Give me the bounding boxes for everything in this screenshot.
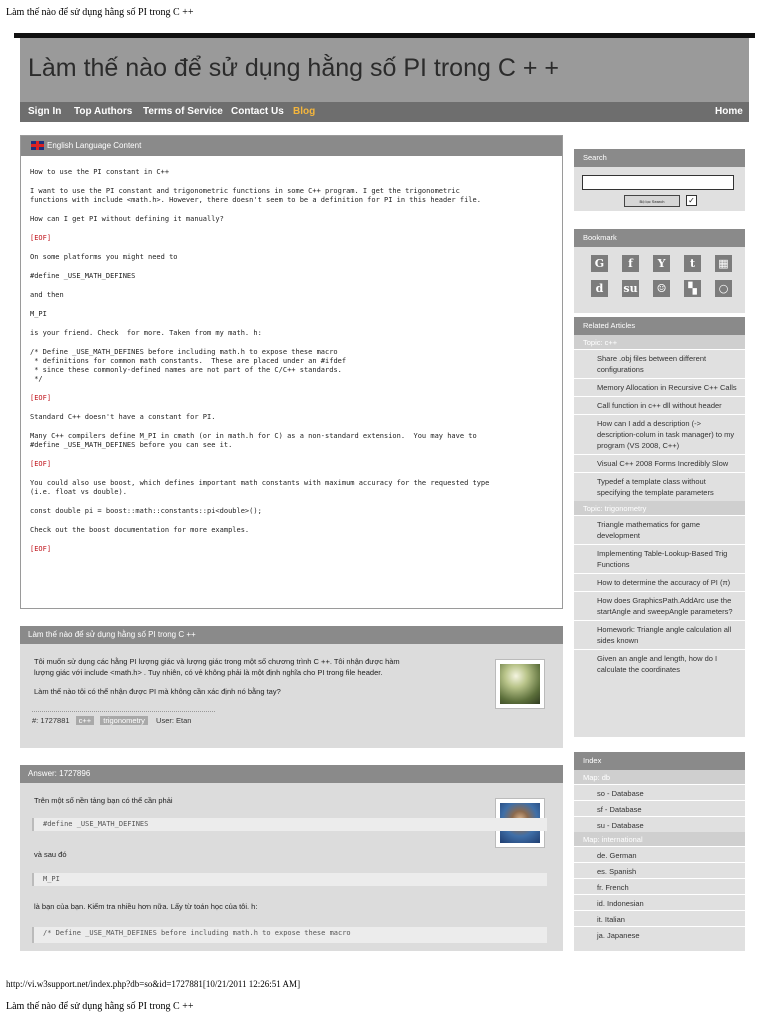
index-panel <box>574 770 745 951</box>
code-snippet: M_PI <box>32 873 547 886</box>
eof-marker: [EOF] <box>30 394 52 402</box>
tag-trigonometry[interactable]: trigonometry <box>100 716 148 725</box>
google-icon[interactable]: G <box>591 255 608 272</box>
print-footer-url: http://vi.w3support.net/index.php?db=so&id=1727881[10/21/2011 12:26:51 AM] <box>6 979 301 989</box>
answer-paragraph: On some platforms you might need to <box>30 253 178 261</box>
related-title: Related Articles <box>574 317 745 335</box>
answer-code: /* Define _USE_MATH_DEFINES before including math.h to expose these macro * definitions for common math constants. These are placed under an #ifdef * since these commonly-defined names are not part of the C/C++ standards. */ <box>30 348 347 383</box>
nav-top-authors[interactable]: Top Authors <box>74 106 133 117</box>
question-id: #: 1727881 <box>32 716 70 725</box>
answer-paragraph: You could also use boost, which defines important math constants with maximum accuracy for the requested type (i.e. float vs double). <box>30 479 490 496</box>
language-label: English Language Content <box>47 141 142 150</box>
related-link[interactable]: How to determine the accuracy of PI (π) <box>574 573 745 591</box>
search-title: Search <box>574 149 745 167</box>
print-footer-title: Làm thế nào để sử dụng hằng số PI trong C ++ <box>6 1001 194 1012</box>
site-title: Làm thế nào để sử dụng hằng số PI trong C + + <box>28 54 559 82</box>
search-panel <box>574 167 745 211</box>
question-box <box>20 135 563 609</box>
tag-cpp[interactable]: c++ <box>76 716 95 725</box>
index-link[interactable]: so - Database <box>574 784 745 800</box>
map-label: Map: db <box>583 773 611 782</box>
bookmark-title: Bookmark <box>574 229 745 247</box>
related-link[interactable]: How does GraphicsPath.AddArc use the startAngle and sweepAngle parameters? <box>574 591 745 620</box>
related-link[interactable]: Typedef a template class without specifying the template parameters <box>574 472 745 501</box>
topic-label: Topic: trigonometry <box>583 504 647 513</box>
question-summary-panel <box>20 626 563 748</box>
topic-heading <box>574 335 745 349</box>
nav-blog[interactable]: Blog <box>293 106 316 117</box>
related-link[interactable]: Visual C++ 2008 Forms Incredibly Slow <box>574 454 745 472</box>
index-link[interactable]: id. Indonesian <box>574 894 745 910</box>
stumbleupon-icon[interactable]: su <box>623 282 638 295</box>
nav-bar <box>20 102 749 122</box>
nav-sign-in[interactable]: Sign In <box>28 106 62 117</box>
map-heading <box>574 832 745 846</box>
user-avatar[interactable] <box>495 659 545 709</box>
summary-line: lượng giác với include <math.h> . Tuy nhiên, có vẻ không phải là một định nghĩa cho PI trong file header. <box>34 668 383 677</box>
site-header <box>20 38 749 102</box>
related-link[interactable]: Memory Allocation in Recursive C++ Calls <box>574 378 745 396</box>
answer-paragraph: #define _USE_MATH_DEFINES <box>30 272 136 280</box>
topic-label: Topic: c++ <box>583 338 618 347</box>
index-link[interactable]: fr. French <box>574 878 745 894</box>
facebook-icon[interactable]: f <box>622 255 639 272</box>
code-snippet: #define _USE_MATH_DEFINES <box>32 818 547 831</box>
delicious-icon[interactable]: ▦ <box>715 255 732 272</box>
answer-line: Trên một số nền tảng bạn có thể cần phải <box>34 796 173 805</box>
answer-line: là bạn của bạn. Kiểm tra nhiều hơn nữa. Lấy từ toán học của tôi. h: <box>34 902 258 911</box>
answer-paragraph: M_PI <box>30 310 47 318</box>
related-panel <box>574 335 745 737</box>
related-link[interactable]: Share .obj files between different configurations <box>574 349 745 378</box>
answer-paragraph: is your friend. Check for more. Taken from my math. h: <box>30 329 262 337</box>
related-link[interactable]: How can I add a description (-> description-colum in task manager) to my program (VS 2008, C++) <box>574 414 745 454</box>
index-link[interactable]: de. German <box>574 846 745 862</box>
summary-line: Tôi muốn sử dụng các hằng PI lượng giác và lượng giác trong một số chương trình C ++. Tôi nhận được hàm <box>34 657 400 666</box>
nav-contact[interactable]: Contact Us <box>231 106 284 117</box>
uk-flag-icon <box>31 141 44 150</box>
answer-paragraph: Standard C++ doesn't have a constant for PI. <box>30 413 216 421</box>
answer-paragraph: and then <box>30 291 64 299</box>
divider <box>32 711 215 712</box>
summary-title: Làm thế nào để sử dụng hằng số PI trong C ++ <box>20 626 563 644</box>
index-link[interactable]: su - Database <box>574 816 745 832</box>
live-icon[interactable]: ○ <box>715 280 732 297</box>
page <box>14 38 755 951</box>
avatar-image <box>500 664 540 704</box>
index-link[interactable]: ja. Japanese <box>574 926 745 942</box>
related-link[interactable]: Implementing Table-Lookup-Based Trig Functions <box>574 544 745 573</box>
eof-marker: [EOF] <box>30 460 52 468</box>
question-meta <box>32 716 191 725</box>
search-checkbox[interactable]: ✓ <box>686 195 697 206</box>
answer-panel <box>20 765 563 951</box>
bookmark-panel <box>574 247 745 313</box>
index-link[interactable]: es. Spanish <box>574 862 745 878</box>
digg-icon[interactable]: d <box>591 280 608 297</box>
related-link[interactable]: Homework: Triangle angle calculation all sides known <box>574 620 745 649</box>
code-snippet: /* Define _USE_MATH_DEFINES before including math.h to expose these macro <box>32 927 547 943</box>
search-input[interactable] <box>582 175 734 190</box>
question-body <box>21 156 562 554</box>
map-heading <box>574 770 745 784</box>
eof-marker: [EOF] <box>30 545 52 553</box>
question-paragraph: I want to use the PI constant and trigonometric functions in some C++ program. I get the trigonometric functions with include <math.h>. However, there doesn't seem to be a definition for PI in this header file. <box>30 187 481 204</box>
question-user: User: Etan <box>156 716 192 725</box>
related-link[interactable]: Call function in c++ dll without header <box>574 396 745 414</box>
question-paragraph: How to use the PI constant in C++ <box>30 168 170 176</box>
index-title: Index <box>574 752 745 770</box>
related-link[interactable]: Given an angle and length, how do I calculate the coordinates <box>574 649 745 678</box>
answer-title: Answer: 1727896 <box>20 765 563 783</box>
twitter-icon[interactable]: t <box>684 255 701 272</box>
question-paragraph: How can I get PI without defining it manually? <box>30 215 224 223</box>
print-header-title: Làm thế nào để sử dụng hằng số PI trong C ++ <box>6 7 194 18</box>
nav-home[interactable]: Home <box>715 106 743 117</box>
index-link[interactable]: it. Italian <box>574 910 745 926</box>
answer-line: và sau đó <box>34 850 67 859</box>
language-header <box>21 136 562 156</box>
search-button[interactable]: Bộ lọc Search <box>624 195 680 207</box>
answer-paragraph: Check out the boost documentation for more examples. <box>30 526 250 534</box>
yahoo-icon[interactable]: Y <box>653 255 670 272</box>
related-link[interactable]: Triangle mathematics for game development <box>574 515 745 544</box>
summary-line: Làm thế nào tôi có thể nhận được PI mà không cần xác định nó bằng tay? <box>34 687 281 696</box>
index-link[interactable]: sf - Database <box>574 800 745 816</box>
eof-marker: [EOF] <box>30 234 52 242</box>
myspace-icon[interactable]: ▚ <box>684 280 701 297</box>
reddit-icon[interactable]: ☺ <box>653 280 670 297</box>
map-label: Map: international <box>583 835 643 844</box>
topic-heading <box>574 501 745 515</box>
answer-paragraph: Many C++ compilers define M_PI in cmath (or in math.h for C) as a non-standard extension. You may have to #define _USE_MATH_DEFINES before you can see it. <box>30 432 477 449</box>
nav-terms[interactable]: Terms of Service <box>143 106 223 117</box>
answer-code: const double pi = boost::math::constants::pi<double>(); <box>30 507 262 515</box>
